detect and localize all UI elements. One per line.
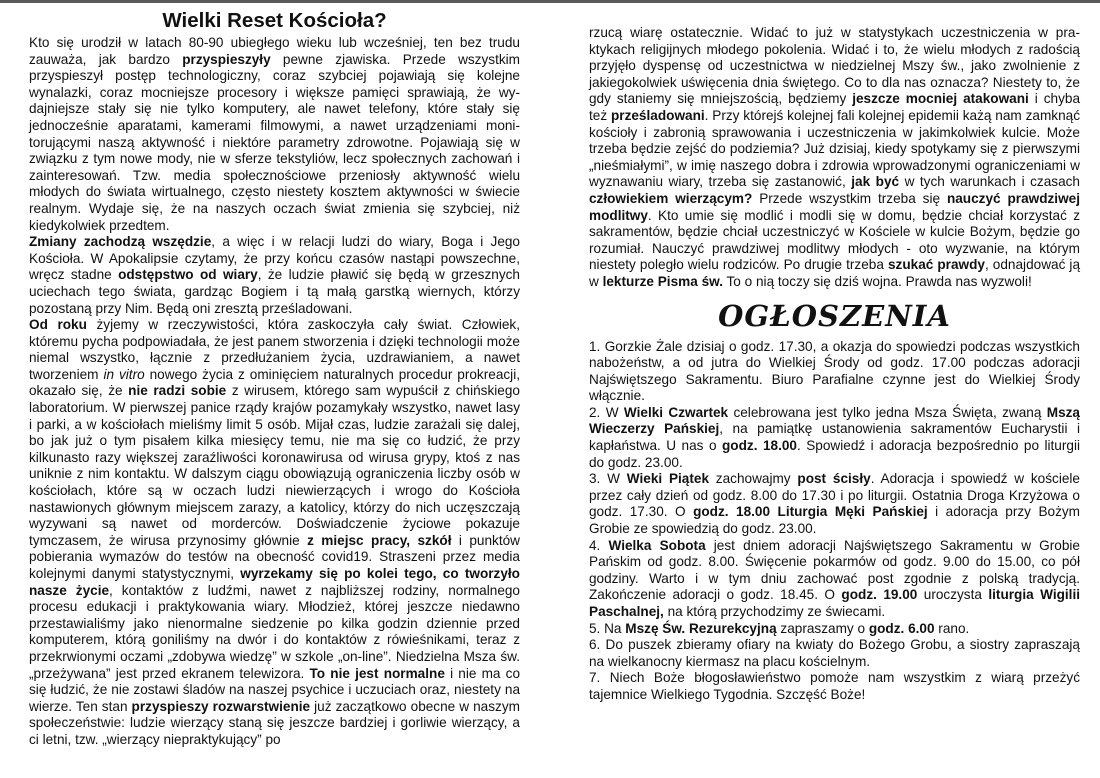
top-border xyxy=(0,0,1100,3)
bold-text: liturgia Wigilii Paschalnej, xyxy=(589,587,1081,619)
text-run: uroczysta xyxy=(917,587,989,603)
article-body-left xyxy=(29,35,520,749)
article-title: Wielki Reset Kościoła? xyxy=(162,9,387,32)
article-paragraph xyxy=(29,35,520,234)
text-run: celebrowana jest tylko jedna Msza Święta, zwaną xyxy=(728,404,1047,420)
text-run: pewne zjawiska. Przede wszystkim przyspieszył postęp technologiczny, coraz szybciej pojawiają się kolejne wynalazki, coraz mocniejsze procesory i większe pamięci sprawiają, że wydajniejsze stały się nie tylko komputery, ale nawet telefony, które stały się jednocześnie aparatami, kamerami filmowymi, a nawet urządzeniami monitorującymi naszą aktywność i niektóre parametry zdrowotne. Pojawiają się w związku z tym nowe mody, nie w sferze tekstyliów, lecz społecznych zachowań i zainteresowań. Tzw. media społecznościowe przeniosły aktywność wielu młodych do świata wirtualnego, często niestety kosztem aktywności w świecie realnym. Wydaje się, że na naszych oczach świat zmienia się szybciej, niż kiedykolwiek przedtem. xyxy=(29,51,520,233)
text-run: i nie ma co się łudzić, że nie zostawi śladów na naszej psychice i uczuciach oraz, niestety na wierze. Ten stan xyxy=(29,665,520,714)
text-run: , kontaktów z ludźmi, nawet z najbliższej rodziny, normalnego procesu edukacji i praktykowania wiary. Młodzież, której jeszcze niedawno przestawialiśmy jako nienormalne siedzenie po kilka godzin dziennie przed komputerem, którą goniliśmy na dwór i do kontaktów z rówieśnikami, teraz z przekrwionymi oczami „zdobywa wiedzę” w szkole „on-line”. Niedzielna Msza św. „przeżywana” jest przed ekranem telewizora. xyxy=(29,582,520,681)
article-paragraph xyxy=(29,317,520,748)
text-run: rano. xyxy=(934,620,970,636)
text-run: w tych warunkach i czasach xyxy=(899,174,1080,190)
bold-text: jak być xyxy=(851,174,900,190)
text-run: Przede wszystkim trzeba się xyxy=(752,190,947,206)
text-run: , a więc i w relacji ludzi do wiary, Boga i Jego Kościoła. W Apokalipsie czytamy, że przy końcu czasów nastąpi powszechne, wręcz stadne xyxy=(29,234,520,283)
text-run: jest dniem adoracji Najświętszego Sakramentu w Grobie Pańskim od godz. 8.00. Święcenie pokarmów od godz. 9.00 do 15.00, co pół godziny. Warto i w tym dniu zachować post zgodnie z polską tradycją. Zakończenie adoracji o godz. 18.45. O xyxy=(589,537,1080,603)
text-run: . Adoracja i spowiedź w kościele przez cały dzień od godz. 8.00 do 17.30 i po liturgii. Ostatnia Droga Krzyżowa o godz. 17.30. O xyxy=(589,471,1080,520)
text-run: 3. W xyxy=(589,471,627,487)
text-run: 7. Niech Boże błogosławieństwo pomoże nam wszystkim z wiarą przeżyć tajemnice Wielkiego Tygodnia. Szczęść Boże! xyxy=(589,670,1080,702)
bold-text: godz. 18.00 Liturgia Męki Pańskiej xyxy=(693,504,928,520)
text-run: , odnajdować ją w xyxy=(589,257,1081,289)
bold-text: To nie jest normalne xyxy=(309,665,445,681)
bold-text: Mszą Wieczerzy Pańskiej xyxy=(589,404,1080,437)
bold-text: godz. 19.00 xyxy=(841,587,918,603)
announcements-title: OGŁOSZENIA xyxy=(718,298,951,333)
bold-text: godz. 18.00 xyxy=(722,438,797,454)
text-run: . Przy którejś kolejnej fali kolejnej epidemii każą nam zamknąć kościoły i zabronią sprawowania i uczestniczenia w jakimkolwiek kulcie. Może trzeba będzie zejść do podziemia? Już dzisiaj, kiedy spotykamy się z pierwszymi „nieśmiałymi”, w imię naszego dobra i zdrowia wprowadzonymi ograniczeniami w wyznawaniu wiary, trzeba się zastanowić, xyxy=(589,107,1080,190)
article-paragraph xyxy=(589,25,1080,291)
bold-text: jeszcze mocniej atakowani xyxy=(852,91,1029,107)
text-run: na którą przychodzimy ze świecami. xyxy=(663,604,886,619)
announcement-item xyxy=(589,670,1080,703)
article-body-right xyxy=(589,25,1080,291)
text-run: , że ludzie pławić się będą w grzesznych uciechach tego świata, gardząc Bogiem i tą małą garstką wiernych, którzy pozostaną przy Nim. Będą oni zresztą prześladowani. xyxy=(29,267,520,316)
text-run: i adoracja przy Bożym Grobie ze spowiedzią do godz. 23.00. xyxy=(589,504,1081,537)
left-column xyxy=(29,8,520,749)
text-run: To o nią toczy się dziś wojna. Prawda nas wyzwoli! xyxy=(722,273,1032,289)
text-run: nowego życia z ominięciem naturalnych procedur prokreacji, okazało się, że xyxy=(29,366,520,399)
bold-text: Wielki Czwartek xyxy=(623,404,729,420)
text-run: 5. Na xyxy=(589,620,626,636)
text-run: żyjemy w rzeczywistości, która zaskoczyła cały świat. Człowiek, któremu pycha podpowiadała, że jest panem stworzenia i dzięki technologii może niemal wszystko, łącznie z przedłużaniem życia, uzdrawianiem, a nawet tworzeniem xyxy=(29,317,520,382)
text-run: Kto się urodził w latach 80-90 ubiegłego wieku lub wcześniej, ten bez trudu zauważa, jak bardzo xyxy=(29,35,520,67)
bold-text: Wieki Piątek xyxy=(626,471,709,487)
bold-text: nauczyć prawdziwej modlitwy xyxy=(589,190,1080,223)
bold-text: z miejsc pracy, szkół xyxy=(307,532,452,548)
text-run: 4. xyxy=(589,537,609,553)
text-run: z wirusem, którego sam wypuścił z chińskiego laboratorium. W pierwszej panice rządy krajów pozamykały wszystko, nawet lasy i parki, a w kościołach mieliśmy limit 5 osób. Mijał czas, ludzie zarażali się dalej, bo jak już o tym pisałem kilka miesięcy temu, nie ma się co łudzić, że przy kilkunasto razy większej zaraźliwości koronawirusa od wirusa grypy, ktoś z nas uniknie z nim kontaktu. W dalszym ciągu obowiązują ograniczenia liczby osób w kościołach, które są w oczach ludzi niewierzących i wrogo do Kościoła nastawionych głównym miejscem zarazy, a katolicy, którzy do nich uczęszczają wyzywani są nawet od morderców. Doświadczenie życiowe pokazuje tymczasem, że wirusa przynosimy głównie xyxy=(29,383,520,548)
text-run: zapraszamy o xyxy=(776,620,869,636)
text-run: zachowajmy xyxy=(709,471,798,487)
announcement-item xyxy=(589,405,1080,471)
text-run: i punktów pobierania wymazów do testów na obecność covid19. Straszeni przez media kolejnymi danymi statystycznymi, xyxy=(29,532,520,581)
text-run: rzucą wiarę ostatecznie. Widać to już w statystykach uczestniczenia w praktykach religijnych młodego pokolenia. Widać i to, że wielu młodych z radością przyjęło dyspensę od uczestnictwa w niedzielnej Mszy św., jako zwolnienie z jakiegokolwiek uświęcenia dnia świętego. Co to dla nas oznacza? Niestety to, że gdy staniemy się mniejszością, będziemy xyxy=(589,25,1080,107)
bold-text: przyspieszy rozwarstwienie xyxy=(131,698,311,714)
bold-text: post ścisły xyxy=(797,471,871,487)
announcement-item xyxy=(589,621,1080,638)
bold-text: prześladowani xyxy=(610,107,705,123)
article-paragraph xyxy=(29,234,520,317)
right-column xyxy=(589,25,1080,704)
text-run: . Spowiedź i adoracja bezpośrednio po liturgii do godz. 23.00. xyxy=(589,438,1080,470)
bold-text: przyspieszyły xyxy=(182,51,271,67)
announcement-item xyxy=(589,637,1080,670)
bold-text: odstępstwo od wiary xyxy=(118,267,258,283)
bold-text: Zmiany zachodzą wszędzie xyxy=(29,234,212,250)
bold-text: wyrzekamy się po kolei tego, co tworzyło nasze życie xyxy=(29,566,520,598)
announcement-item xyxy=(589,339,1080,405)
bold-text: Wielka Sobota xyxy=(608,537,706,553)
announcement-item xyxy=(589,471,1080,537)
bold-text: nie radzi sobie xyxy=(128,383,227,399)
bold-text: godz. 6.00 xyxy=(868,620,935,636)
text-run: już zaczątkowo obecne w naszym społeczeństwie: ludzie wierzący staną się jeszcze bardziej i gorliwie wierzący, a ci letni, tzw. „wierzący niepraktykujący” po xyxy=(29,698,520,747)
bold-text: Od roku xyxy=(29,317,87,333)
italic-text: in vitro xyxy=(103,366,145,382)
bold-text: szukać prawdy xyxy=(887,257,985,273)
bold-text: człowiekiem wierzącym? xyxy=(589,190,753,206)
text-run: , na pamiątkę ustanowienia sakramentów Eucharystii i kapłaństwa. U nas o xyxy=(589,421,1080,454)
text-run: 6. Do puszek zbieramy ofiary na kwiaty do Bożego Grobu, a siostry zapraszają na wielkanocny kiermasz na placu kościelnym. xyxy=(589,637,1080,669)
text-run: 2. W xyxy=(589,404,624,420)
bold-text: Mszę Św. Rezurekcyjną xyxy=(625,620,777,636)
announcement-item xyxy=(589,538,1080,621)
text-run: 1. Gorzkie Żale dzisiaj o godz. 17.30, a okazja do spowiedzi podczas wszystkich nabożeństw, a od jutra do Wielkiej Środy od godz. 17.00 podczas adoracji Najświętszego Sakramentu. Biuro Parafialne czynne jest do Wielkiej Środy włącznie. xyxy=(589,338,1080,404)
text-run: . Kto umie się modlić i modli się w domu, będzie chciał korzystać z sakramentów, będzie chciał uczestniczyć w Kościele w kulcie Bożym, będzie go rozumiał. Nauczyć prawdziwej modlitwy młodych - oto wyzwanie, na którym niestety poległo wielu rodziców. Po drugie trzeba xyxy=(589,207,1080,273)
bold-text: lekturze Pisma św. xyxy=(602,273,723,289)
text-run: i chyba też xyxy=(589,91,1081,123)
announcements-list xyxy=(589,339,1080,704)
